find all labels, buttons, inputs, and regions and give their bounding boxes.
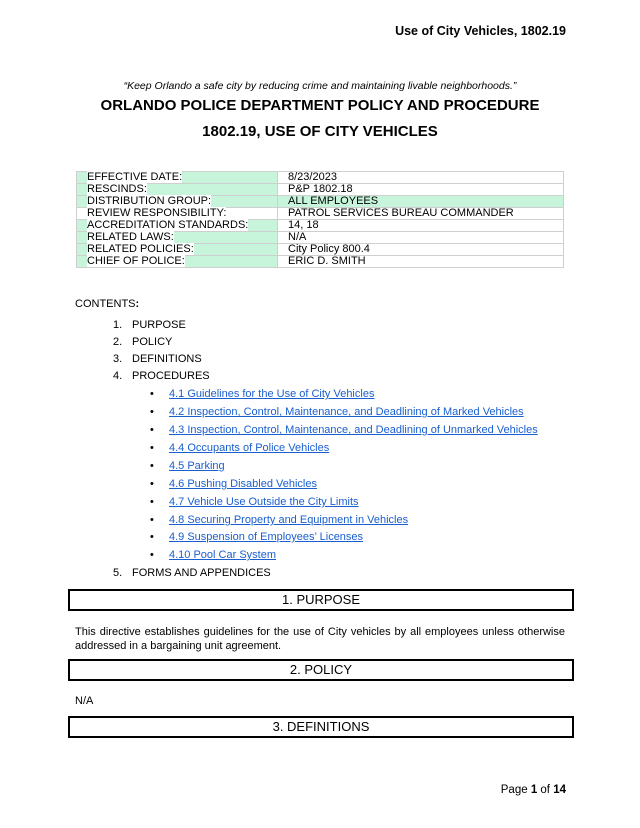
item-number: 3. — [113, 353, 123, 365]
list-item — [150, 460, 225, 472]
list-item — [150, 388, 374, 400]
contents-item-procedures — [113, 370, 210, 382]
running-header: Use of City Vehicles, 1802.19 — [395, 24, 566, 38]
item-label: PURPOSE — [132, 319, 186, 331]
meta-value: ALL EMPLOYEES — [278, 196, 564, 208]
meta-label: RELATED LAWS: — [87, 231, 174, 243]
meta-value: City Policy 800.4 — [278, 244, 564, 256]
procedure-link[interactable]: 4.3 Inspection, Control, Maintenance, and Deadlining of Unmarked Vehicles — [169, 424, 538, 436]
meta-value: PATROL SERVICES BUREAU COMMANDER — [278, 208, 564, 220]
contents-item-forms — [113, 567, 271, 579]
item-label: DEFINITIONS — [132, 353, 202, 365]
meta-label-cell — [77, 196, 278, 208]
section-heading-purpose: 1. PURPOSE — [68, 589, 574, 611]
bullet-icon: • — [150, 442, 154, 454]
meta-label: RESCINDS: — [87, 183, 147, 195]
table-row — [77, 220, 564, 232]
item-number: 2. — [113, 336, 123, 348]
procedure-link[interactable]: 4.7 Vehicle Use Outside the City Limits — [169, 496, 359, 508]
meta-value: 14, 18 — [278, 220, 564, 232]
bullet-icon: • — [150, 531, 154, 543]
procedure-link[interactable]: 4.6 Pushing Disabled Vehicles — [169, 478, 317, 490]
bullet-icon: • — [150, 460, 154, 472]
list-item — [150, 478, 317, 490]
list-item — [150, 406, 524, 418]
contents-label: CONTENTS — [75, 298, 136, 310]
bullet-icon: • — [150, 496, 154, 508]
meta-value: N/A — [278, 232, 564, 244]
item-number: 5. — [113, 567, 123, 579]
table-row — [77, 172, 564, 184]
page-prefix: Page — [500, 784, 531, 796]
bullet-icon: • — [150, 406, 154, 418]
meta-label-cell — [77, 184, 278, 196]
contents-heading — [75, 298, 139, 310]
policy-paragraph: N/A — [75, 695, 94, 707]
procedure-link[interactable]: 4.5 Parking — [169, 460, 225, 472]
purpose-paragraph: This directive establishes guidelines for the use of City vehicles by all employees unless otherwise addressed in a bargaining unit agreement. — [75, 626, 565, 652]
contents-item-purpose — [113, 319, 186, 331]
meta-label: EFFECTIVE DATE: — [87, 171, 183, 183]
meta-label: CHIEF OF POLICE: — [87, 255, 185, 267]
contents-colon: : — [135, 298, 140, 310]
meta-label: RELATED POLICIES: — [87, 243, 194, 255]
list-item — [150, 531, 363, 543]
list-item — [150, 549, 276, 561]
department-motto: “Keep Orlando a safe city by reducing crime and maintaining livable neighborhoods.” — [123, 80, 517, 92]
bullet-icon: • — [150, 478, 154, 490]
meta-label: REVIEW RESPONSIBILITY: — [87, 207, 227, 219]
document-title: ORLANDO POLICE DEPARTMENT POLICY AND PROCEDURE — [100, 97, 540, 114]
meta-label: DISTRIBUTION GROUP: — [87, 195, 212, 207]
meta-value: 8/23/2023 — [278, 172, 564, 184]
list-item — [150, 496, 359, 508]
list-item — [150, 514, 408, 526]
meta-label-cell — [77, 172, 278, 184]
meta-label-cell — [77, 220, 278, 232]
item-number: 4. — [113, 370, 123, 382]
list-item — [150, 442, 329, 454]
page-of: of — [537, 784, 554, 796]
contents-item-policy — [113, 336, 172, 348]
procedure-link[interactable]: 4.2 Inspection, Control, Maintenance, and Deadlining of Marked Vehicles — [169, 406, 524, 418]
table-row — [77, 208, 564, 220]
section-heading-policy: 2. POLICY — [68, 659, 574, 681]
bullet-icon: • — [150, 514, 154, 526]
table-row — [77, 244, 564, 256]
item-label: POLICY — [132, 336, 173, 348]
meta-label-cell — [77, 232, 278, 244]
table-row — [77, 256, 564, 268]
procedure-link[interactable]: 4.10 Pool Car System — [169, 549, 276, 561]
meta-label-cell — [77, 208, 278, 220]
table-row — [77, 184, 564, 196]
bullet-icon: • — [150, 424, 154, 436]
table-row — [77, 196, 564, 208]
meta-label: ACCREDITATION STANDARDS: — [87, 219, 249, 231]
meta-value: ERIC D. SMITH — [278, 256, 564, 268]
contents-item-definitions — [113, 353, 202, 365]
procedure-link[interactable]: 4.8 Securing Property and Equipment in Vehicles — [169, 514, 409, 526]
page-number — [501, 784, 566, 796]
section-heading-definitions: 3. DEFINITIONS — [68, 716, 574, 738]
bullet-icon: • — [150, 388, 154, 400]
procedure-link[interactable]: 4.1 Guidelines for the Use of City Vehicles — [169, 388, 375, 400]
meta-value: P&P 1802.18 — [278, 184, 564, 196]
total-pages: 14 — [553, 784, 566, 796]
item-number: 1. — [113, 319, 123, 331]
policy-metadata-table — [76, 171, 564, 268]
meta-label-cell — [77, 244, 278, 256]
item-label: FORMS AND APPENDICES — [132, 567, 271, 579]
table-row — [77, 232, 564, 244]
current-page: 1 — [530, 784, 538, 796]
procedure-link[interactable]: 4.4 Occupants of Police Vehicles — [169, 442, 330, 454]
list-item — [150, 424, 538, 436]
meta-label-cell — [77, 256, 278, 268]
procedure-link[interactable]: 4.9 Suspension of Employees’ Licenses — [169, 531, 364, 543]
item-label: PROCEDURES — [132, 370, 210, 382]
bullet-icon: • — [150, 549, 154, 561]
document-subtitle: 1802.19, USE OF CITY VEHICLES — [202, 123, 438, 140]
